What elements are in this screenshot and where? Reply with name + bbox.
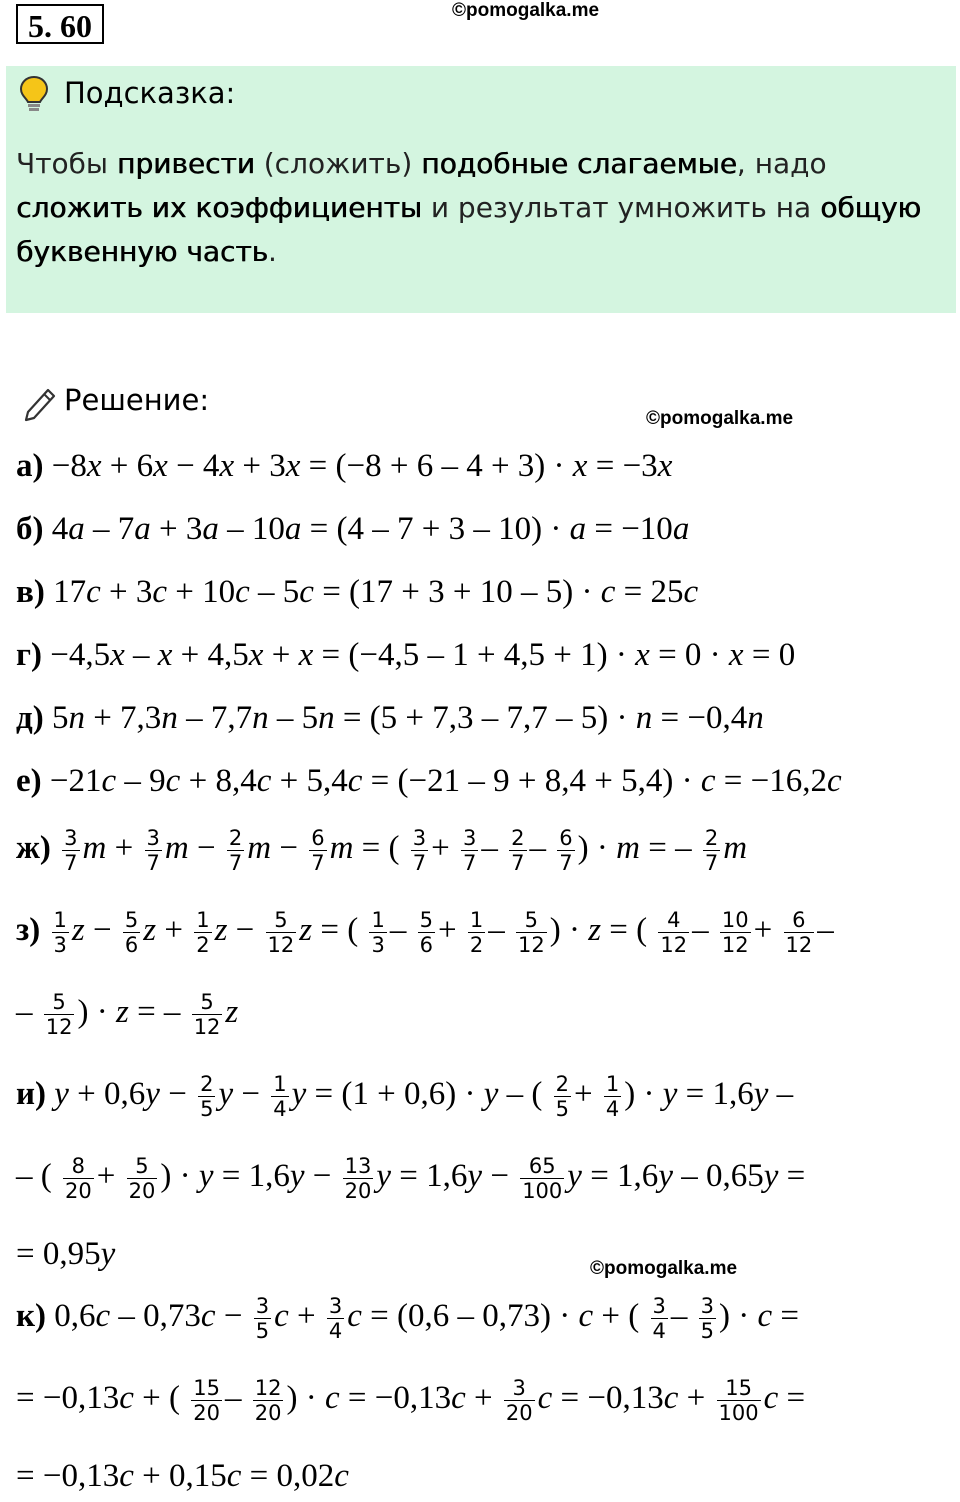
problem-number: 5. 60	[16, 4, 104, 44]
solution-line-g: г) −4,5x – x + 4,5x + x = (−4,5 – 1 + 4,5 + 1) · x = 0 · x = 0	[16, 637, 796, 673]
solution-line-e: е) −21c – 9c + 8,4c + 5,4c = (−21 – 9 + 8,4 + 5,4) · c = −16,2c	[16, 763, 842, 799]
solution-line-z-cont: – $\frac{5}{12}$ ) · z = – $\frac{5}{12}$ z	[16, 990, 239, 1039]
lightbulb-icon	[18, 74, 50, 114]
watermark: ©pomogalka.me	[452, 0, 600, 21]
solution-line-d: д) 5n + 7,3n – 7,7n – 5n = (5 + 7,3 – 7,7 – 5) · n = −0,4n	[16, 700, 764, 736]
solution-line-k-cont: = −0,13c + ( $\frac{15}{20}$ – $\frac{12}{20}$ ) · c = −0,13c + $\frac{3}{20}$ c = −0,13c + $\frac{15}{100}$ c =	[16, 1376, 806, 1425]
solution-line-v: в) 17c + 3c + 10c – 5c = (17 + 3 + 10 – 5) · c = 25c	[16, 574, 699, 610]
watermark: ©pomogalka.me	[646, 408, 794, 429]
solution-line-k: к) 0,6c – 0,73c − $\frac{3}{5}$ c + $\frac{3}{4}$ c = (0,6 – 0,73) · c + ( $\frac{3}{4}$ – $\frac{3}{5}$ ) · c =	[16, 1294, 800, 1343]
solution-line-a: а) −8x + 6x − 4x + 3x = (−8 + 6 – 4 + 3) · x = −3x	[16, 448, 673, 484]
solution-line-k-result: = −0,13c + 0,15c = 0,02c	[16, 1458, 349, 1494]
solution-line-i: и) y + 0,6y − $\frac{2}{5}$ y − $\frac{1}{4}$ y = (1 + 0,6) · y – ( $\frac{2}{5}$ + $\frac{1}{4}$ ) · y = 1,6y –	[16, 1072, 794, 1121]
solution-line-z: з) $\frac{1}{3}$ z − $\frac{5}{6}$ z + $\frac{1}{2}$ z − $\frac{5}{12}$ z = ( $\frac{1}{3}$ – $\frac{5}{6}$ + $\frac{1}{2}$ – $\frac{5}{12}$ ) · z = ( $\frac{4}{12}$ – $\frac{10}{12}$ + $\frac{6}{12}$ –	[16, 908, 834, 957]
hint-text: Чтобы привести (сложить) подобные слагаемые, надо сложить их коэффициенты и результат умножить на общую буквенную часть.	[16, 147, 922, 268]
solution-title: Решение:	[64, 383, 210, 417]
solution-line-zh: ж) $\frac{3}{7}$ m + $\frac{3}{7}$ m − $\frac{2}{7}$ m − $\frac{6}{7}$ m = ( $\frac{3}{7}$ + $\frac{3}{7}$ – $\frac{2}{7}$ – $\frac{6}{7}$ ) · m = – $\frac{2}{7}$ m	[16, 826, 748, 875]
solution-line-i-cont: – ( $\frac{8}{20}$ + $\frac{5}{20}$ ) · y = 1,6y − $\frac{13}{20}$ y = 1,6y − $\frac{65}{100}$ y = 1,6y – 0,65y =	[16, 1154, 806, 1203]
solution-line-i-result: = 0,95y	[16, 1236, 116, 1272]
solution-line-b: б) 4a – 7a + 3a – 10a = (4 – 7 + 3 – 10) · a = −10a	[16, 511, 690, 547]
hint-title: Подсказка:	[64, 76, 236, 110]
pencil-icon	[20, 382, 60, 422]
watermark: ©pomogalka.me	[590, 1258, 738, 1279]
